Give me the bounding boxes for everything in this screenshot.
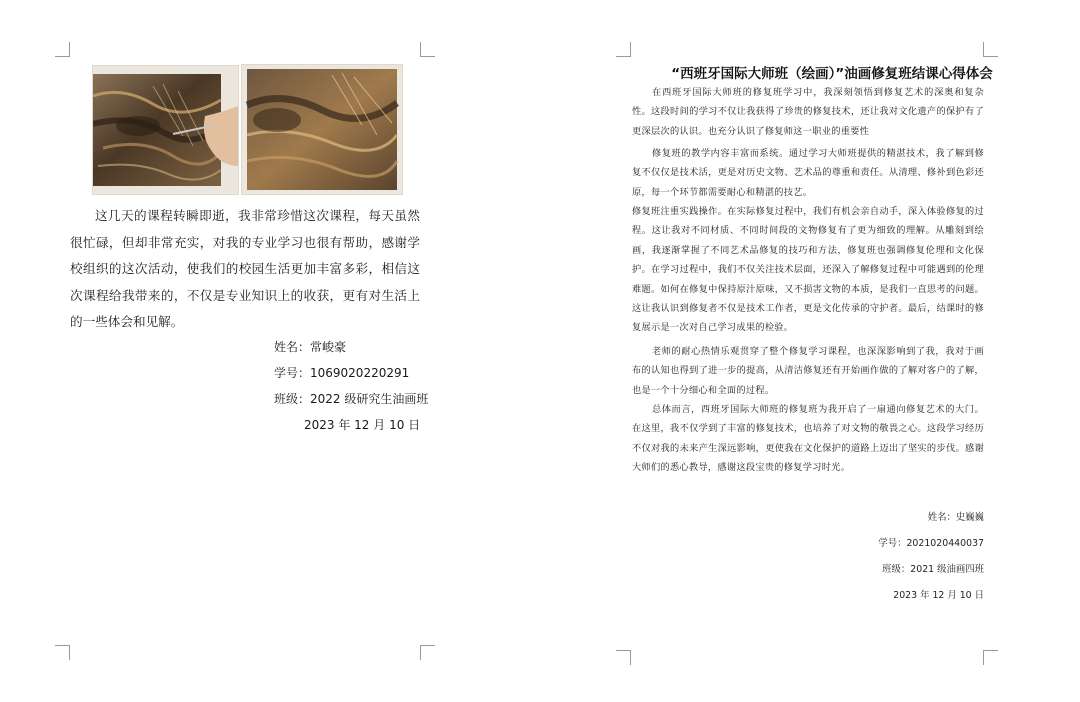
- crop-mark-top-right: [420, 42, 435, 57]
- signature-class: 班级：2021 级油画四班: [882, 564, 984, 575]
- essay-paragraph: 这几天的课程转瞬即逝，我非常珍惜这次课程，每天虽然很忙碌，但却非常充实，对我的专业学习也很有帮助，感谢学校组织的这次活动，使我们的校园生活更加丰富多彩，相信这次课程给我带来的，不仅是专业知识上的收获，更有对生活上的一些体会和见解。: [70, 208, 420, 330]
- crop-mark-top-left: [616, 42, 631, 57]
- signature-student-id: 学号：1069020220291: [274, 366, 410, 380]
- body-paragraph: 在西班牙国际大师班的修复班学习中，我深刻领悟到修复艺术的深奥和复杂性。这段时间的学习不仅让我获得了珍贵的修复技术，还让我对文化遗产的保护有了更深层次的认识。也充分认识了修复师这一职业的重要性: [632, 87, 984, 137]
- crop-mark-bottom-left: [55, 645, 70, 660]
- signature-name: 姓名：史巍巍: [927, 512, 984, 523]
- crop-mark-top-left: [55, 42, 70, 57]
- signature-class: 班级：2022 级研究生油画班: [274, 392, 429, 406]
- crop-mark-bottom-right: [983, 650, 998, 665]
- restoration-photo-in-progress: [92, 65, 239, 195]
- crop-mark-bottom-right: [420, 645, 435, 660]
- body-paragraph: 修复班的教学内容丰富而系统。通过学习大师班提供的精湛技术，我了解到修复不仅仅是技术活，更是对历史文物、艺术品的尊重和责任。从清理、修补到色彩还原，每一个环节都需要耐心和精湛的技艺。: [632, 148, 984, 198]
- signature-date: 2023 年 12 月 10 日: [893, 590, 984, 601]
- right-page: [540, 0, 1080, 702]
- body-paragraph: 老师的耐心热情乐观贯穿了整个修复学习课程，也深深影响到了我，我对于画布的认知也得到了进一步的提高，从清洁修复还有开始画作做的了解对客户的了解，也是一个十分细心和全面的过程。: [632, 346, 984, 396]
- body-paragraph: 总体而言，西班牙国际大师班的修复班为我开启了一扇通向修复艺术的大门。在这里，我不仅学到了丰富的修复技术，也培养了对文物的敬畏之心。这段学习经历不仅对我的未来产生深远影响，更使我在文化保护的道路上迈出了坚实的步伐。感谢大师们的悉心教导，感谢这段宝贵的修复学习时光。: [632, 404, 984, 474]
- body-paragraph: 修复班注重实践操作。在实际修复过程中，我们有机会亲自动手，深入体验修复的过程。这让我对不同材质、不同时间段的文物修复有了更为细致的理解。从雕刻到绘画，我逐渐掌握了不同艺术品修复的技巧和方法，修复班也强调修复伦理和文化保护。在学习过程中，我们不仅关注技术层面，还深入了解修复过程中可能遇到的伦理难题。如何在修复中保持原汁原味，又不损害文物的本质，是我们一直思考的问题。这让我认识到修复者不仅是技术工作者，更是文化传承的守护者。最后，结课时的修复展示是一次对自己学习成果的检验。: [632, 206, 984, 334]
- signature-student-id: 学号：2021020440037: [878, 538, 984, 549]
- document-title: “西班牙国际大师班（绘画）”油画修复班结课心得体会: [671, 66, 993, 82]
- crop-mark-top-right: [983, 42, 998, 57]
- signature-date: 2023 年 12 月 10 日: [304, 418, 421, 432]
- crop-mark-bottom-left: [616, 650, 631, 665]
- restoration-photo-detail: [241, 64, 403, 195]
- signature-name: 姓名：常峻豪: [274, 340, 347, 354]
